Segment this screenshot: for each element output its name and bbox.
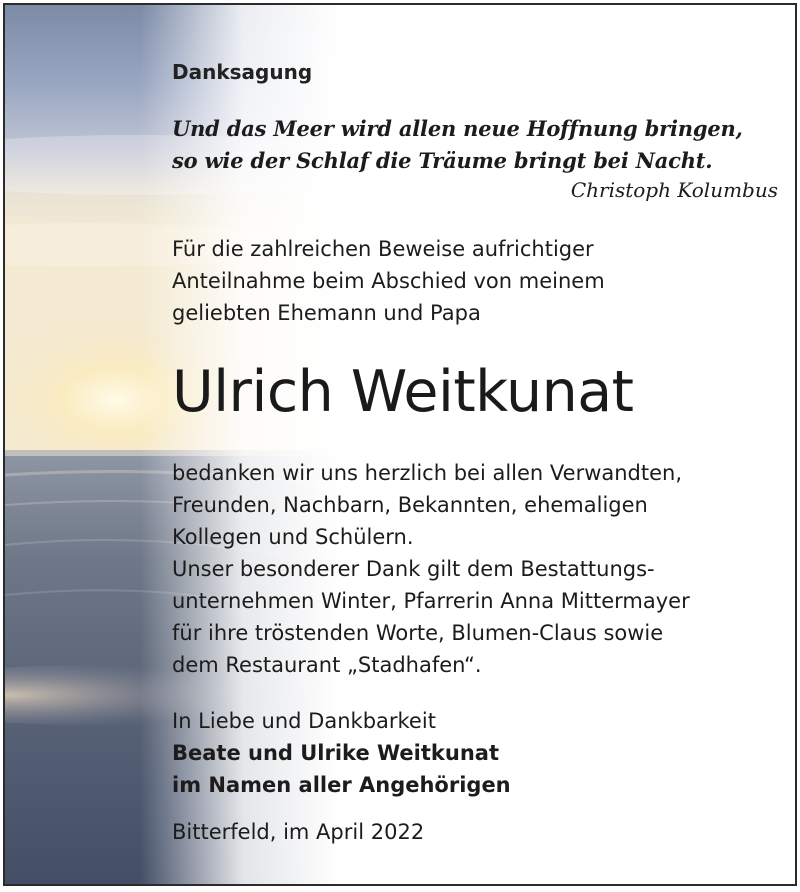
- thanks-line: Kollegen und Schülern.: [172, 525, 414, 549]
- thanks-line: Freunden, Nachbarn, Bekannten, ehemaligen: [172, 493, 648, 517]
- thanks-line: für ihre tröstenden Worte, Blumen-Claus sowie: [172, 621, 664, 645]
- thanks-line: bedanken wir uns herzlich bei allen Verwandten,: [172, 461, 683, 485]
- intro-paragraph: [172, 233, 605, 329]
- deceased-name: Ulrich Weitkunat: [172, 359, 634, 425]
- intro-line: Für die zahlreichen Beweise aufrichtiger: [172, 237, 594, 261]
- closing-block: [172, 705, 511, 801]
- thanks-paragraph: [172, 457, 690, 681]
- intro-line: Anteilnahme beim Abschied von meinem: [172, 269, 605, 293]
- place-date: Bitterfeld, im April 2022: [172, 820, 425, 844]
- quote-author: Christoph Kolumbus: [570, 178, 778, 202]
- intro-line: geliebten Ehemann und Papa: [172, 301, 481, 325]
- thanks-line: dem Restaurant „Stadhafen“.: [172, 653, 482, 677]
- thanks-line: unternehmen Winter, Pfarrerin Anna Mittermayer: [172, 589, 690, 613]
- quote-line-2: so wie der Schlaf die Träume bringt bei Nacht.: [172, 148, 713, 173]
- obituary-notice: [3, 3, 797, 886]
- heading: Danksagung: [172, 60, 313, 84]
- thanks-line: Unser besonderer Dank gilt dem Bestattungs-: [172, 557, 655, 581]
- notice-text: [172, 5, 782, 884]
- closing-line: In Liebe und Dankbarkeit: [172, 709, 436, 733]
- quote-line-1: Und das Meer wird allen neue Hoffnung bringen,: [172, 116, 743, 141]
- signatories: Beate und Ulrike Weitkunat: [172, 741, 499, 765]
- signatories-note: im Namen aller Angehörigen: [172, 773, 511, 797]
